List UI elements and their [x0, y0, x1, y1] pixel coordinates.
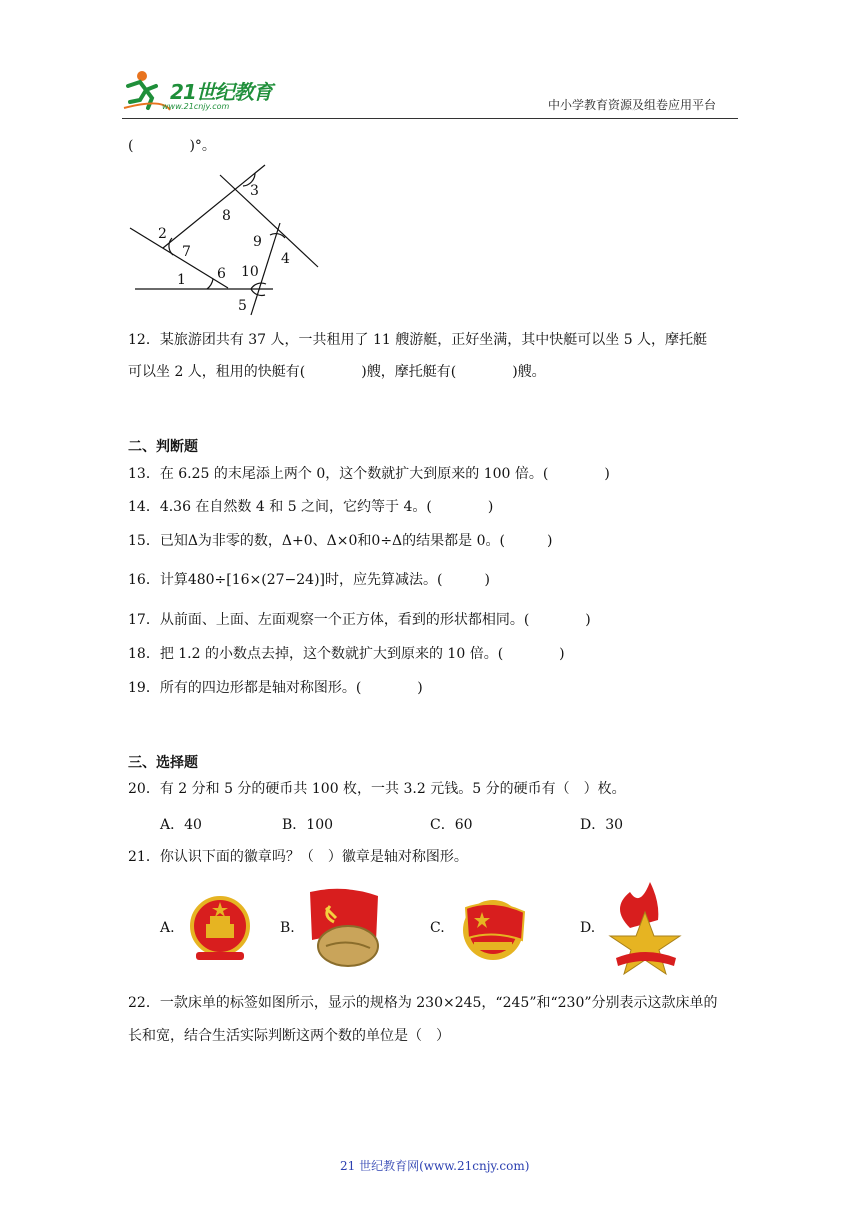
arc-10: [251, 283, 266, 289]
q21-option-d[interactable]: D.: [580, 920, 596, 936]
q20-option-c[interactable]: C．60: [430, 817, 473, 833]
angle-label-9: 9: [253, 234, 262, 250]
angle-label-4: 4: [281, 251, 290, 267]
q21-option-a[interactable]: A.: [160, 920, 175, 936]
q20-option-a[interactable]: A．40: [160, 817, 202, 833]
q12-line1: 12．某旅游团共有 37 人，一共租用了 11 艘游艇，正好坐满，其中快艇可以坐 5 人，摩托艇: [128, 332, 708, 348]
question-22-line1: 22．一款床单的标签如图所示，显示的规格为 230×245，“245”和“230”分别表示这款床单的: [128, 995, 718, 1011]
angle-label-1: 1: [177, 272, 186, 288]
logo-url-text: www.21cnjy.com: [162, 102, 230, 111]
angle-diagram: [125, 160, 325, 316]
angle-label-3: 3: [250, 183, 259, 199]
question-18: 18．把 1.2 的小数点去掉，这个数就扩大到原来的 10 倍。( ): [128, 646, 565, 662]
angle-label-5: 5: [238, 298, 247, 314]
youth-league-badge-icon: [456, 890, 530, 964]
header-rule: [122, 118, 738, 119]
angle-label-7: 7: [182, 244, 191, 260]
question-16: 16．计算480÷[16×(27−24)]时，应先算减法。( ): [128, 572, 490, 588]
question-21: 21．你认识下面的徽章吗？（ ）徽章是轴对称图形。: [128, 849, 468, 865]
national-emblem-icon: [188, 890, 252, 966]
q12-line2: 可以坐 2 人，租用的快艇有( )艘，摩托艇有( )艘。: [128, 364, 546, 380]
logo-main-text: 21世纪教育: [170, 80, 272, 104]
question-14: 14．4.36 在自然数 4 和 5 之间，它约等于 4。( ): [128, 499, 494, 515]
angle-label-8: 8: [222, 208, 231, 224]
angle-label-10: 10: [241, 264, 259, 280]
question-19: 19．所有的四边形都是轴对称图形。( ): [128, 680, 423, 696]
q11-answer-blank: ( )°。: [128, 138, 216, 154]
question-22-line2: 长和宽，结合生活实际判断这两个数的单位是（ ）: [128, 1028, 450, 1044]
q20-option-d[interactable]: D．30: [580, 817, 624, 833]
angle-figure: [125, 160, 325, 316]
top-line: [163, 165, 265, 248]
arc-1-6: [207, 279, 213, 289]
young-pioneers-badge-icon: [600, 878, 690, 976]
angle-label-6: 6: [217, 266, 226, 282]
question-13: 13．在 6.25 的末尾添上两个 0，这个数就扩大到原来的 100 倍。( ): [128, 466, 610, 482]
q21-option-b[interactable]: B.: [280, 920, 295, 936]
question-20: 20．有 2 分和 5 分的硬币共 100 枚，一共 3.2 元钱。5 分的硬币有（ ）枚。: [128, 781, 626, 797]
question-15: 15．已知Δ为非零的数，Δ+0、Δ×0和0÷Δ的结果都是 0。( ): [128, 533, 553, 549]
site-logo: [122, 68, 297, 114]
section3-title: 三、选择题: [128, 755, 198, 771]
angle-label-2: 2: [158, 226, 167, 242]
right-line: [220, 175, 318, 267]
q21-option-c[interactable]: C.: [430, 920, 445, 936]
section2-title: 二、判断题: [128, 439, 198, 455]
page-footer: 21 世纪教育网(www.21cnjy.com): [340, 1159, 530, 1173]
header-tagline: 中小学教育资源及组卷应用平台: [548, 98, 717, 112]
q20-option-b[interactable]: B．100: [282, 817, 334, 833]
party-flag-badge-icon: [304, 884, 384, 970]
question-17: 17．从前面、上面、左面观察一个正方体，看到的形状都相同。( ): [128, 612, 591, 628]
